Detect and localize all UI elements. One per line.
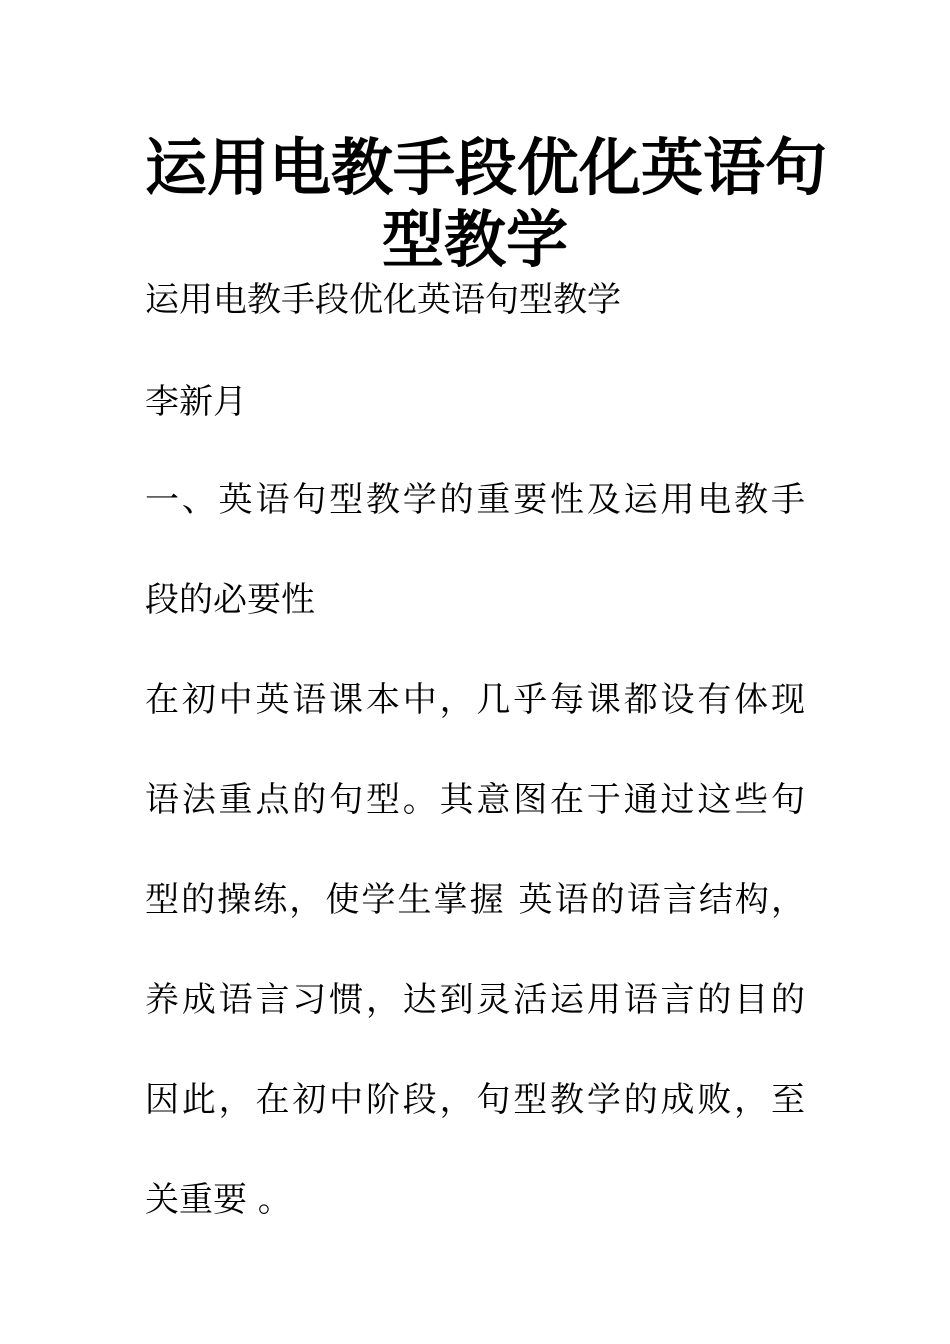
body-line-1: 在初中英语课本中，几乎每课都设有体现 (145, 680, 805, 720)
document-subtitle: 运用电教手段优化英语句型教学 (145, 280, 621, 320)
document-title-line-1: 运用电教手段优化英语句 (145, 131, 828, 204)
document-title-line-2: 型教学 (381, 203, 568, 276)
section-heading-line-2: 段的必要性 (145, 580, 315, 620)
body-line-4: 养成语言习惯，达到灵活运用语言的目的 (145, 980, 805, 1020)
body-line-3: 型的操练，使学生掌握 英语的语言结构， (145, 880, 805, 920)
author-name: 李新月 (145, 382, 247, 422)
body-line-2: 语法重点的句型。其意图在于通过这些句 (145, 780, 805, 820)
section-heading-line-1: 一、英语句型教学的重要性及运用电教手 (145, 480, 805, 520)
body-line-6: 关重要 。 (145, 1180, 292, 1220)
body-line-5: 因此，在初中阶段，句型教学的成败，至 (145, 1080, 805, 1120)
